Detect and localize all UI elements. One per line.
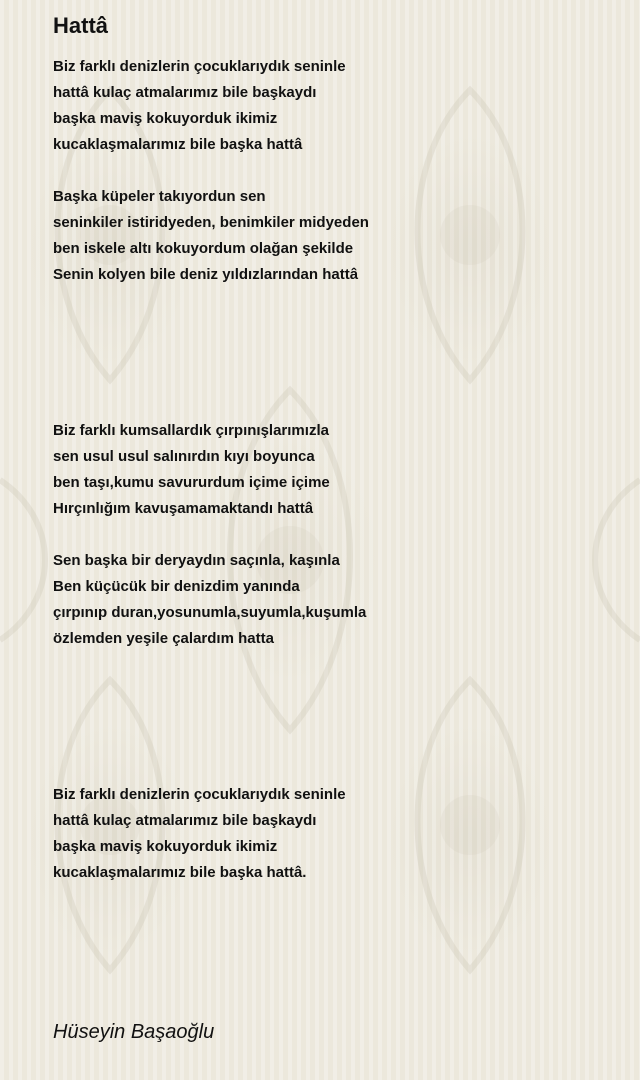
poem-line: kucaklaşmalarımız bile başka hattâ <box>53 136 303 153</box>
section-spacer <box>53 652 613 782</box>
poem-line: Başka küpeler takıyordun sen <box>53 188 266 205</box>
poem-line: Senin kolyen bile deniz yıldızlarından hattâ <box>53 266 359 283</box>
stanza-3 <box>53 418 613 522</box>
poem-line: ben iskele altı kokuyordum olağan şekilde <box>53 240 354 257</box>
stanza-2 <box>53 184 613 288</box>
stanza-spacer <box>53 158 613 184</box>
stanza-spacer <box>53 522 613 548</box>
poem-line: kucaklaşmalarımız bile başka hattâ. <box>53 864 307 881</box>
poem-line: Biz farklı denizlerin çocuklarıydık seninle <box>53 786 346 803</box>
stanza-5 <box>53 782 613 886</box>
poem-line: sen usul usul salınırdın kıyı boyunca <box>53 448 315 465</box>
poem-line: seninkiler istiridyeden, benimkiler midyeden <box>53 214 369 231</box>
poem-line: Sen başka bir deryaydın saçınla, kaşınla <box>53 552 340 569</box>
poem-line: hattâ kulaç atmalarımız bile başkaydı <box>53 812 317 829</box>
poem-author: Hüseyin Başaoğlu <box>53 1021 215 1043</box>
poem-line: Biz farklı kumsallardık çırpınışlarımızla <box>53 422 329 439</box>
poem-title: Hattâ <box>53 13 109 38</box>
poem-line: özlemden yeşile çalardım hatta <box>53 630 274 647</box>
poem-line: Biz farklı denizlerin çocuklarıydık seninle <box>53 58 346 75</box>
poem-line: hattâ kulaç atmalarımız bile başkaydı <box>53 84 317 101</box>
poem-line: başka maviş kokuyorduk ikimiz <box>53 838 278 855</box>
stanza-1 <box>53 54 613 158</box>
stanza-4 <box>53 548 613 652</box>
section-spacer <box>53 288 613 418</box>
poem-page <box>53 12 613 886</box>
poem-body <box>53 54 613 886</box>
poem-line: başka maviş kokuyorduk ikimiz <box>53 110 278 127</box>
poem-line: Ben küçücük bir denizdim yanında <box>53 578 300 595</box>
poem-line: çırpınıp duran,yosunumla,suyumla,kuşumla <box>53 604 367 621</box>
poem-line: Hırçınlığım kavuşamamaktandı hattâ <box>53 500 314 517</box>
poem-line: ben taşı,kumu savururdum içime içime <box>53 474 330 491</box>
